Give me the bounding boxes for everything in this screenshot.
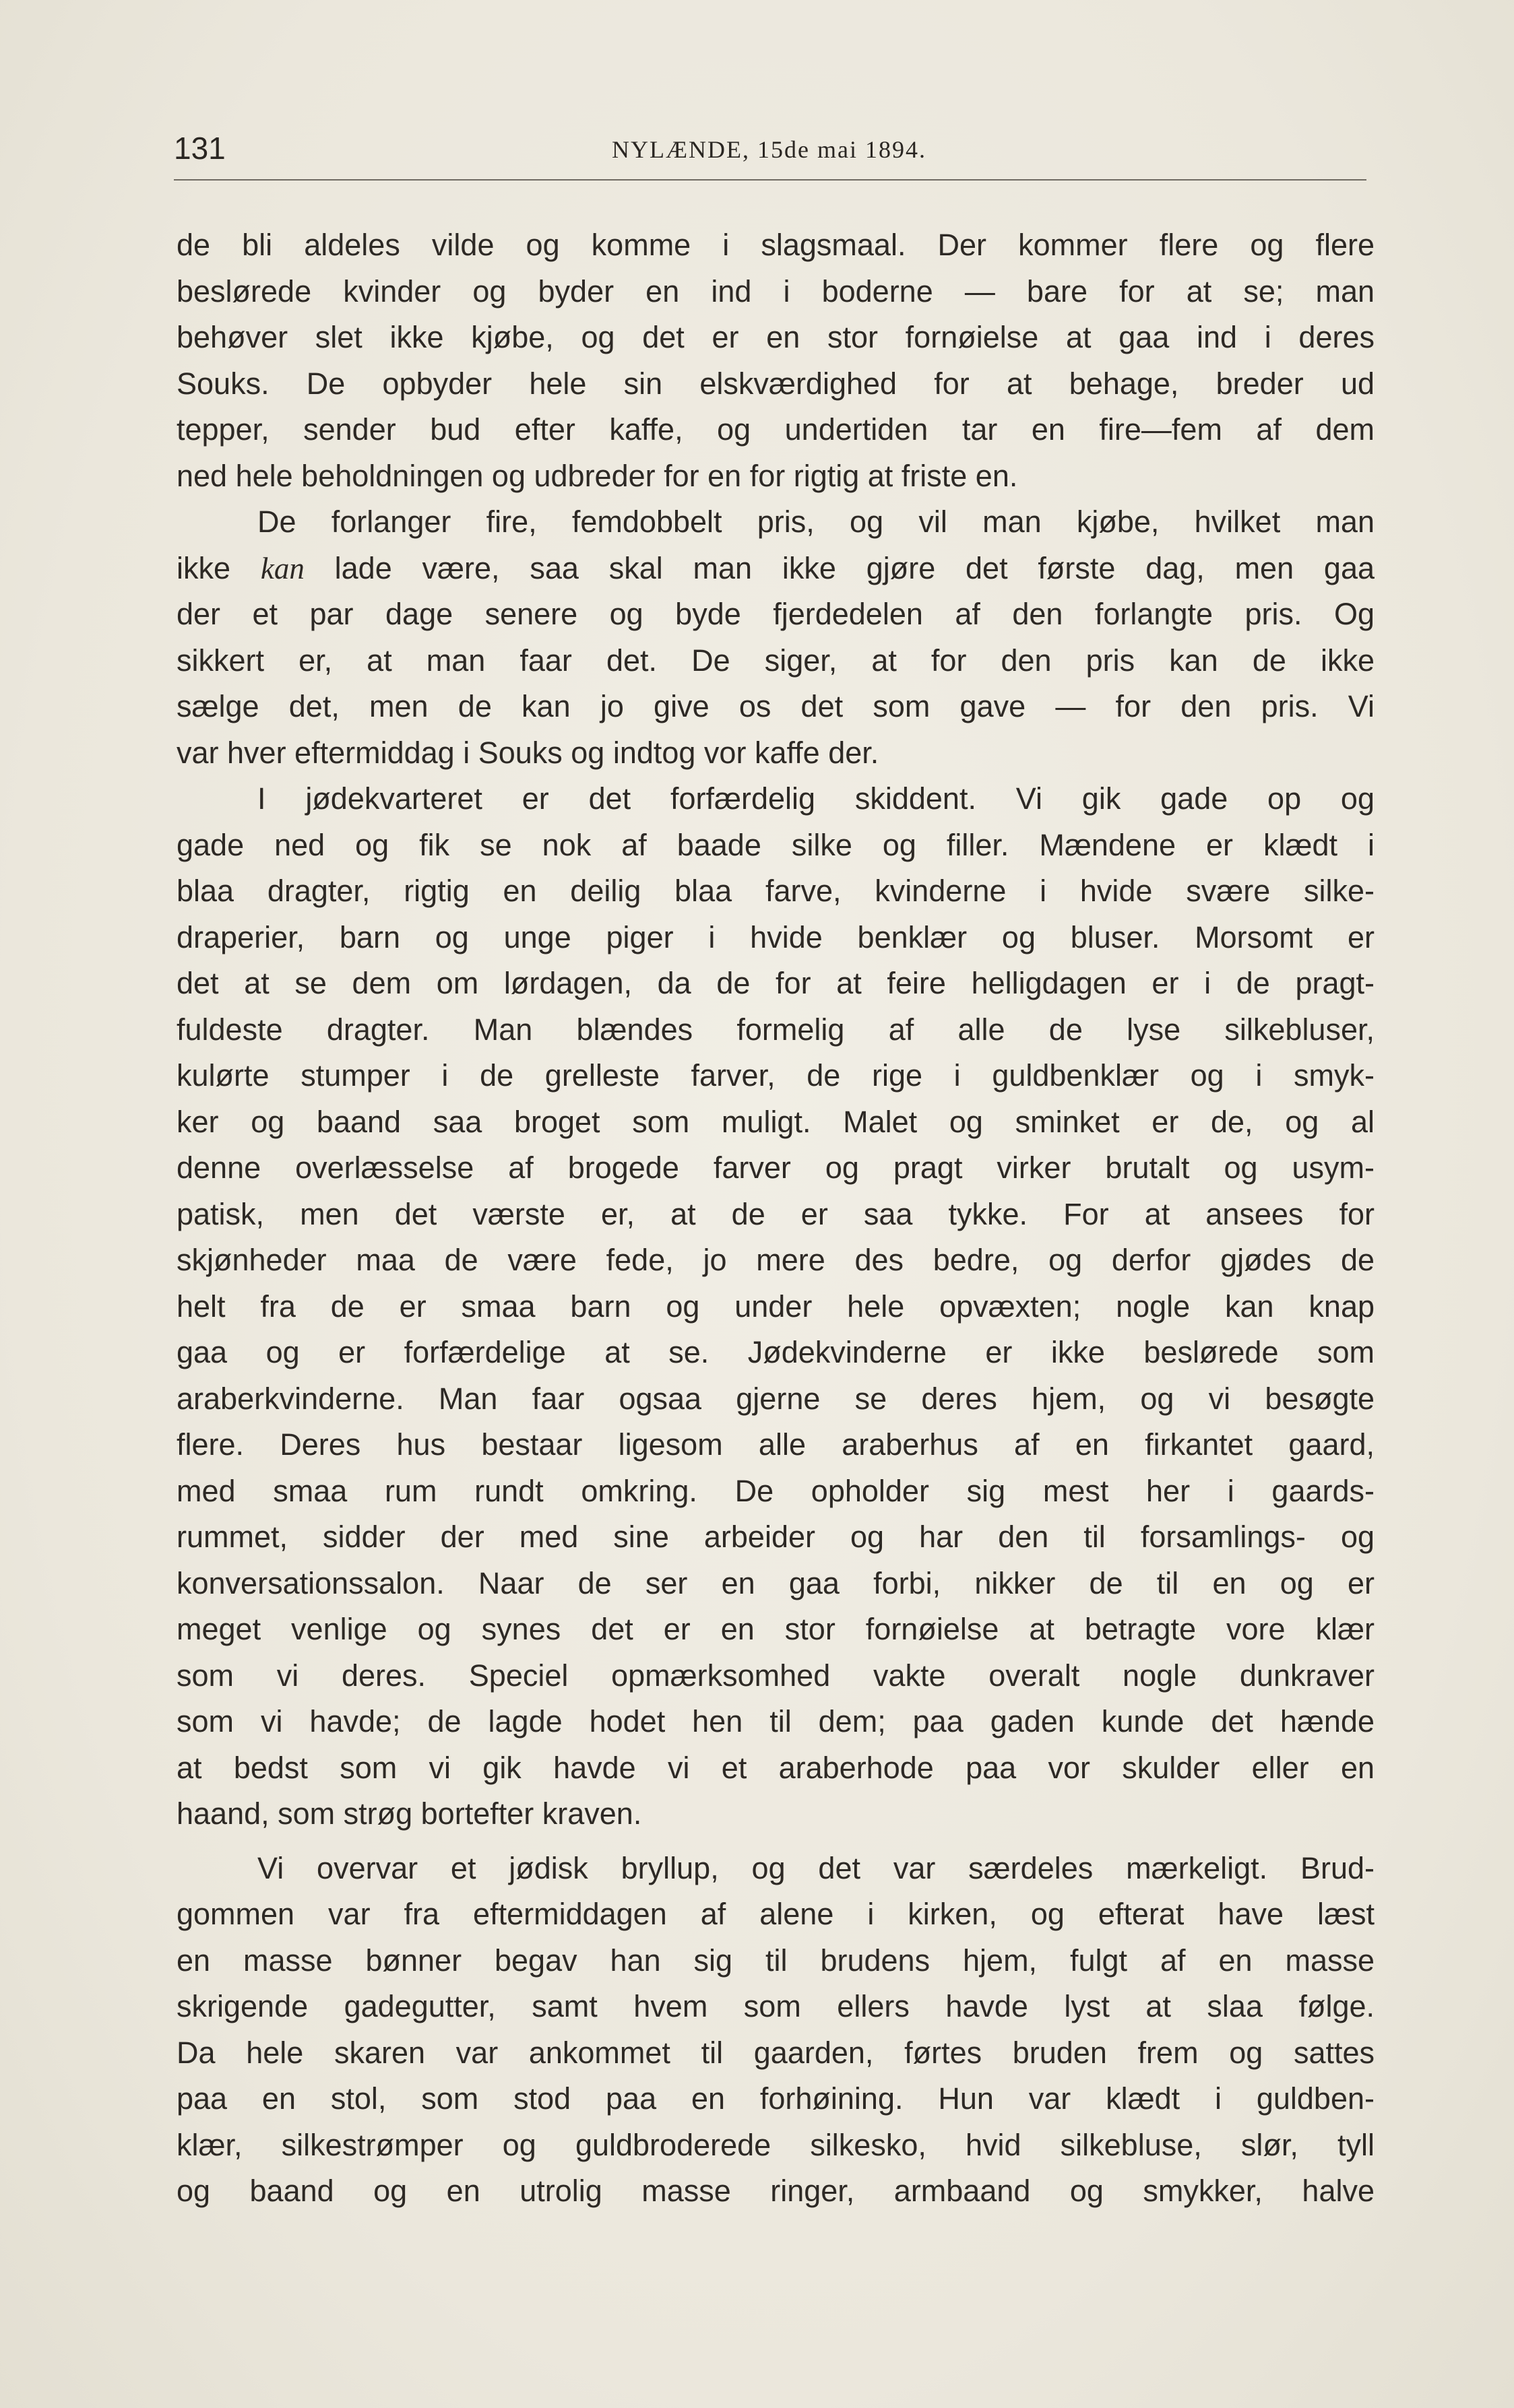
text-line: ker og baand saa broget som muligt. Malet og sminket er de, og al — [177, 1104, 1375, 1139]
text-line: som vi havde; de lagde hodet hen til dem; paa gaden kunde det hænde — [177, 1704, 1375, 1738]
text-line: kulørte stumper i de grelleste farver, de rige i guldbenklær og i smyk- — [177, 1058, 1375, 1093]
text-line: sælge det, men de kan jo give os det som gave — for den pris. Vi — [177, 689, 1375, 723]
text-line: tepper, sender bud efter kaffe, og undertiden tar en fire—fem af dem — [177, 412, 1375, 447]
text-line: Vi overvar et jødisk bryllup, og det var særdeles mærkeligt. Brud- — [257, 1850, 1375, 1885]
text-line: en masse bønner begav han sig til brudens hjem, fulgt af en masse — [177, 1943, 1375, 1978]
text-line: blaa dragter, rigtig en deilig blaa farve, kvinderne i hvide svære silke- — [177, 874, 1375, 908]
text-line: de bli aldeles vilde og komme i slagsmaal. Der kommer flere og flere — [177, 228, 1375, 262]
text-line: flere. Deres hus bestaar ligesom alle araberhus af en firkantet gaard, — [177, 1427, 1375, 1462]
text-line: var hver eftermiddag i Souks og indtog vor kaffe der. — [177, 735, 879, 770]
text-line: klær, silkestrømper og guldbroderede silkesko, hvid silkebluse, slør, tyll — [177, 2127, 1375, 2162]
text-line: I jødekvarteret er det forfærdelig skiddent. Vi gik gade op og — [257, 781, 1375, 816]
emphasized-word: kan — [260, 551, 305, 585]
text-fragment: lade være, saa skal man ikke gjøre det første dag, men gaa — [334, 550, 1375, 585]
article-body — [177, 222, 1375, 2215]
text-line: fuldeste dragter. Man blændes formelig af alle de lyse silkebluser, — [177, 1012, 1375, 1047]
text-line: paa en stol, som stod paa en forhøining. Hun var klædt i guldben- — [177, 2081, 1375, 2116]
paragraph-1 — [177, 222, 1375, 499]
text-line: Da hele skaren var ankommet til gaarden, førtes bruden frem og sattes — [177, 2035, 1375, 2070]
page-number: 131 — [174, 131, 226, 166]
running-head: NYLÆNDE, 15de mai 1894. — [612, 136, 926, 163]
text-line: sikkert er, at man faar det. De siger, at for den pris kan de ikke — [177, 643, 1375, 678]
text-line: ned hele beholdningen og udbreder for en for rigtig at friste en. — [177, 458, 1018, 493]
text-line: denne overlæsselse af brogede farver og pragt virker brutalt og usym- — [177, 1150, 1375, 1185]
page-header — [174, 128, 1366, 175]
text-line: beslørede kvinder og byder en ind i boderne — bare for at se; man — [177, 273, 1375, 308]
text-line: meget venlige og synes det er en stor fornøielse at betragte vore klær — [177, 1612, 1375, 1646]
text-line: behøver slet ikke kjøbe, og det er en stor fornøielse at gaa ind i deres — [177, 320, 1375, 354]
paragraph-4 — [177, 1846, 1375, 2215]
text-line: araberkvinderne. Man faar ogsaa gjerne se deres hjem, og vi besøgte — [177, 1381, 1375, 1416]
text-line: De forlanger fire, femdobbelt pris, og vil man kjøbe, hvilket man — [257, 505, 1375, 539]
text-line: Souks. De opbyder hele sin elskværdighed for at behage, breder ud — [177, 366, 1375, 401]
text-line: gommen var fra eftermiddagen af alene i kirken, og efterat have læst — [177, 1897, 1375, 1931]
text-line: der et par dage senere og byde fjerdedelen af den forlangte pris. Og — [177, 597, 1375, 631]
text-line: og baand og en utrolig masse ringer, armbaand og smykker, halve — [177, 2174, 1375, 2208]
text-line: rummet, sidder der med sine arbeider og har den til forsamlings- og — [177, 1520, 1375, 1554]
text-line: konversationssalon. Naar de ser en gaa forbi, nikker de til en og er — [177, 1565, 1375, 1600]
paragraph-3 — [177, 776, 1375, 1837]
text-fragment: ikke — [177, 550, 231, 585]
text-line: gade ned og fik se nok af baade silke og filler. Mændene er klædt i — [177, 827, 1375, 862]
text-line: gaa og er forfærdelige at se. Jødekvinderne er ikke beslørede som — [177, 1335, 1375, 1369]
text-line: skjønheder maa de være fede, jo mere des bedre, og derfor gjødes de — [177, 1243, 1375, 1277]
text-line: som vi deres. Speciel opmærksomhed vakte overalt nogle dunkraver — [177, 1658, 1375, 1693]
paragraph-2 — [177, 499, 1375, 776]
text-line-with-emphasis — [177, 546, 1375, 592]
text-line: at bedst som vi gik havde vi et araberhode paa vor skulder eller en — [177, 1750, 1375, 1785]
text-line: med smaa rum rundt omkring. De opholder sig mest her i gaards- — [177, 1473, 1375, 1508]
text-line: haand, som strøg bortefter kraven. — [177, 1796, 642, 1831]
header-rule — [174, 179, 1366, 181]
text-line: helt fra de er smaa barn og under hele opvæxten; nogle kan knap — [177, 1289, 1375, 1324]
text-line: draperier, barn og unge piger i hvide benklær og bluser. Morsomt er — [177, 919, 1375, 954]
text-line: det at se dem om lørdagen, da de for at feire helligdagen er i de pragt- — [177, 966, 1375, 1000]
text-line: patisk, men det værste er, at de er saa tykke. For at ansees for — [177, 1196, 1375, 1231]
text-line: skrigende gadegutter, samt hvem som ellers havde lyst at slaa følge. — [177, 1989, 1375, 2023]
